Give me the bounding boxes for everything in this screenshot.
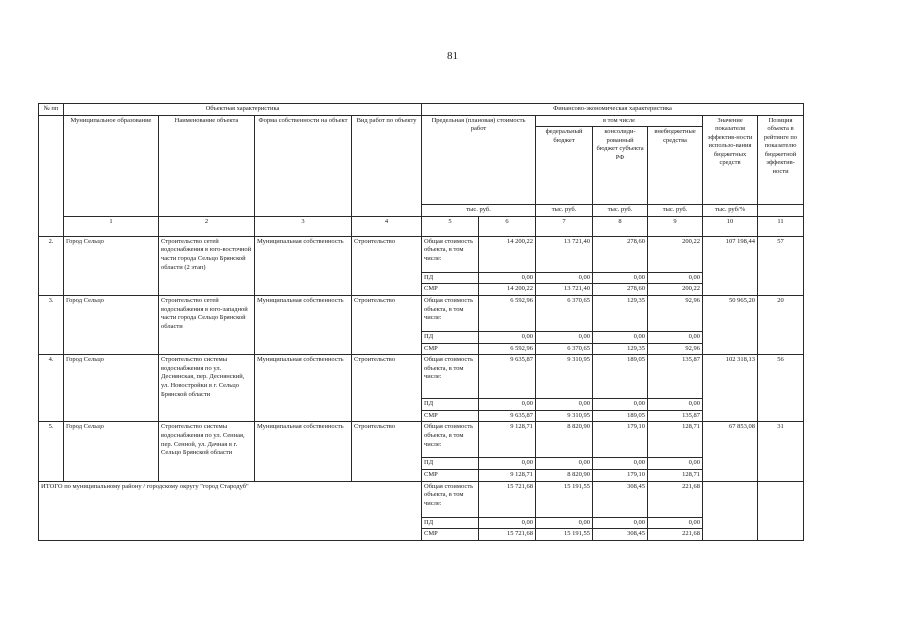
row-pd-value: 0,00 [536,332,593,344]
row-smr-value: 189,05 [593,410,648,422]
colnum: 4 [352,216,422,236]
row-total-label: Общая стоимость объекта, в том числе: [422,236,479,272]
total-total-value: 15 191,55 [536,481,593,517]
row-smr-value: 129,35 [593,343,648,355]
row-num: 5. [39,422,64,481]
total-row [39,481,804,517]
row-smr-value: 6 370,65 [536,343,593,355]
header-municipality: Муниципальное образование [64,115,159,216]
row-pd-value: 0,00 [593,458,648,470]
table-row [39,355,804,399]
row-position: 20 [758,296,804,355]
row-smr-value: 6 592,96 [479,343,536,355]
total-total-value: 15 721,68 [479,481,536,517]
row-smr-label: СМР [422,410,479,422]
row-efficiency: 50 965,20 [703,296,758,355]
row-smr-value: 200,22 [648,284,703,296]
colnum: 8 [593,216,648,236]
row-position: 31 [758,422,804,481]
row-ownership: Муниципальная собственность [255,296,352,355]
row-total-value: 9 310,95 [536,355,593,399]
row-total-value: 9 635,87 [479,355,536,399]
total-total-value: 221,68 [648,481,703,517]
row-object-name: Строительство сетей водоснабжения в юго-западной части города Сельцо Брянской области [159,296,255,355]
row-pd-value: 0,00 [479,272,536,284]
header-consolidated: консолиди-рованный бюджет субъекта РФ [593,127,648,205]
row-pd-label: ПД [422,399,479,411]
total-pd-label: ПД [422,517,479,529]
row-ownership: Муниципальная собственность [255,236,352,295]
row-pd-value: 0,00 [648,458,703,470]
header-position: Позиция объекта в рейтинге по показателю бюджетной эффектив-ности [758,115,804,205]
row-pd-value: 0,00 [536,272,593,284]
row-pd-value: 0,00 [536,458,593,470]
row-work-type: Строительство [352,355,422,422]
row-num: 3. [39,296,64,355]
page-number: 81 [447,50,458,62]
total-pd-value: 0,00 [593,517,648,529]
row-pd-value: 0,00 [648,272,703,284]
row-pd-value: 0,00 [479,458,536,470]
total-pd-value: 0,00 [648,517,703,529]
header-object-name: Наименование объекта [159,115,255,216]
colnum: 6 [479,216,536,236]
row-municipality: Город Сельцо [64,296,159,355]
row-object-name: Строительство системы водоснабжения по ул. Сенная, пер. Сенной, ул. Дачная в г. Сельцо Брянской области [159,422,255,481]
header-work-type: Вид работ по объекту [352,115,422,216]
row-smr-value: 135,87 [648,410,703,422]
row-work-type: Строительство [352,422,422,481]
row-pd-value: 0,00 [593,399,648,411]
row-total-value: 6 592,96 [479,296,536,332]
row-smr-value: 13 721,40 [536,284,593,296]
row-smr-label: СМР [422,284,479,296]
total-position-blank [758,481,804,540]
row-work-type: Строительство [352,296,422,355]
row-efficiency: 67 853,08 [703,422,758,481]
row-smr-value: 278,60 [593,284,648,296]
unit-federal: тыс. руб. [536,205,593,217]
row-total-value: 92,96 [648,296,703,332]
row-total-value: 9 128,71 [479,422,536,458]
row-smr-value: 14 200,22 [479,284,536,296]
header-num: № пп [39,104,64,116]
total-smr-value: 308,45 [593,529,648,541]
column-numbers-row [39,216,804,236]
row-total-value: 13 721,40 [536,236,593,272]
row-smr-value: 92,96 [648,343,703,355]
row-municipality: Город Сельцо [64,422,159,481]
colnum: 5 [422,216,479,236]
row-total-value: 128,71 [648,422,703,458]
row-position: 57 [758,236,804,295]
investment-table [38,103,804,541]
colnum: 10 [703,216,758,236]
colnum: 2 [159,216,255,236]
header-federal: федеральный бюджет [536,127,593,205]
total-efficiency-blank [703,481,758,540]
row-ownership: Муниципальная собственность [255,355,352,422]
row-pd-value: 0,00 [479,399,536,411]
row-smr-value: 179,10 [593,469,648,481]
colnum: 1 [64,216,159,236]
row-pd-value: 0,00 [593,332,648,344]
table-row [39,422,804,458]
row-pd-value: 0,00 [536,399,593,411]
total-smr-value: 15 191,55 [536,529,593,541]
total-total-value: 308,45 [593,481,648,517]
header-object-char: Объектная характеристика [64,104,422,116]
row-efficiency: 107 198,44 [703,236,758,295]
row-smr-value: 9 310,95 [536,410,593,422]
row-pd-value: 0,00 [479,332,536,344]
unit-extrabudget: тыс. руб. [648,205,703,217]
header-including: в том числе [536,115,703,127]
colnum: 3 [255,216,352,236]
row-smr-label: СМР [422,469,479,481]
total-smr-label: СМР [422,529,479,541]
row-total-value: 179,10 [593,422,648,458]
row-total-label: Общая стоимость объекта, в том числе: [422,296,479,332]
row-total-label: Общая стоимость объекта, в том числе: [422,355,479,399]
row-num: 4. [39,355,64,422]
row-object-name: Строительство сетей водоснабжения в юго-восточной части города Сельцо Брянской области (2 этап) [159,236,255,295]
row-efficiency: 102 318,13 [703,355,758,422]
row-object-name: Строительство системы водоснабжения по ул. Деснянская, пер. Деснянский, ул. Новостройки в г. Сельцо Брянской области [159,355,255,422]
row-municipality: Город Сельцо [64,236,159,295]
colnum: 9 [648,216,703,236]
row-pd-label: ПД [422,458,479,470]
total-label: ИТОГО по муниципальному району / городскому округу "город Стародуб" [39,481,422,540]
row-total-value: 8 820,90 [536,422,593,458]
row-smr-label: СМР [422,343,479,355]
row-num: 2. [39,236,64,295]
row-pd-value: 0,00 [648,399,703,411]
header-num-blank [39,115,64,236]
row-total-value: 135,87 [648,355,703,399]
row-smr-value: 9 635,87 [479,410,536,422]
row-smr-value: 9 128,71 [479,469,536,481]
row-total-value: 200,22 [648,236,703,272]
header-extrabudget: внебюджетные средства [648,127,703,205]
row-total-value: 189,05 [593,355,648,399]
row-pd-value: 0,00 [593,272,648,284]
colnum: 7 [536,216,593,236]
total-total-label: Общая стоимость объекта, в том числе: [422,481,479,517]
header-efficiency: Значение показателя эффектив-ности использо-вания бюджетных средств [703,115,758,205]
total-smr-value: 15 721,68 [479,529,536,541]
unit-position-blank [758,205,804,217]
row-total-value: 14 200,22 [479,236,536,272]
total-pd-value: 0,00 [479,517,536,529]
row-smr-value: 128,71 [648,469,703,481]
row-total-value: 129,35 [593,296,648,332]
row-municipality: Город Сельцо [64,355,159,422]
unit-consolidated: тыс. руб. [593,205,648,217]
header-ownership: Форма собственности на объект [255,115,352,216]
row-pd-label: ПД [422,272,479,284]
row-total-label: Общая стоимость объекта, в том числе: [422,422,479,458]
table-row [39,236,804,272]
row-ownership: Муниципальная собственность [255,422,352,481]
row-total-value: 6 370,65 [536,296,593,332]
row-smr-value: 8 820,90 [536,469,593,481]
row-position: 56 [758,355,804,422]
total-pd-value: 0,00 [536,517,593,529]
unit-planned-cost: тыс. руб. [422,205,536,217]
header-planned-cost: Предельная (плановая) стоимость работ [422,115,536,205]
unit-efficiency: тыс. руб/% [703,205,758,217]
row-pd-label: ПД [422,332,479,344]
colnum: 11 [758,216,804,236]
table-row [39,296,804,332]
header-fin-char: Финансово-экономическая характеристика [422,104,804,116]
row-total-value: 278,60 [593,236,648,272]
row-work-type: Строительство [352,236,422,295]
total-smr-value: 221,68 [648,529,703,541]
row-pd-value: 0,00 [648,332,703,344]
